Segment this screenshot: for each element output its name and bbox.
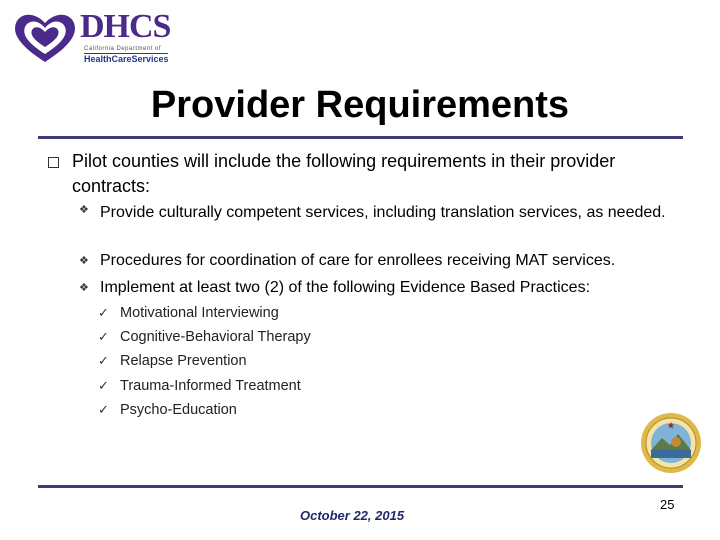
checkmark-icon: ✓ xyxy=(98,378,109,393)
diamond-bullet-icon: ❖ xyxy=(79,255,89,267)
practice-item: Trauma-Informed Treatment xyxy=(120,378,301,394)
slide-title: Provider Requirements xyxy=(150,84,570,126)
logo-subtitle-department: California Department of xyxy=(84,46,162,52)
footer-rule xyxy=(38,485,683,488)
main-bullet-text: Pilot counties will include the following requirements in their provider contracts: xyxy=(72,151,616,196)
checkmark-icon: ✓ xyxy=(98,329,109,344)
practice-item: Psycho-Education xyxy=(120,402,237,418)
checkmark-icon: ✓ xyxy=(98,305,109,320)
diamond-bullet-icon: ❖ xyxy=(79,204,89,216)
checkmark-icon: ✓ xyxy=(98,353,109,368)
slide-date: October 22, 2015 xyxy=(300,508,405,523)
logo-wordmark: DHCS xyxy=(80,8,171,45)
practice-item: Relapse Prevention xyxy=(120,353,247,369)
california-state-seal-icon xyxy=(640,412,702,474)
sub-bullet-text: Procedures for coordination of care for enrollees receiving MAT services. xyxy=(100,252,616,269)
square-bullet-icon xyxy=(48,157,59,168)
checkmark-icon: ✓ xyxy=(98,402,109,417)
title-rule xyxy=(38,136,683,139)
sub-bullet-text: Implement at least two (2) of the following Evidence Based Practices: xyxy=(100,279,591,296)
practice-item: Cognitive-Behavioral Therapy xyxy=(120,329,311,345)
diamond-bullet-icon: ❖ xyxy=(79,282,89,294)
practice-item: Motivational Interviewing xyxy=(120,305,279,321)
logo-subtitle-services: HealthCareServices xyxy=(84,54,169,64)
dhcs-logo xyxy=(10,8,171,68)
sub-bullet-text: Provide culturally competent services, including translation services, as needed. xyxy=(100,204,666,221)
page-number: 25 xyxy=(660,497,675,512)
heart-logo-icon xyxy=(10,8,80,68)
